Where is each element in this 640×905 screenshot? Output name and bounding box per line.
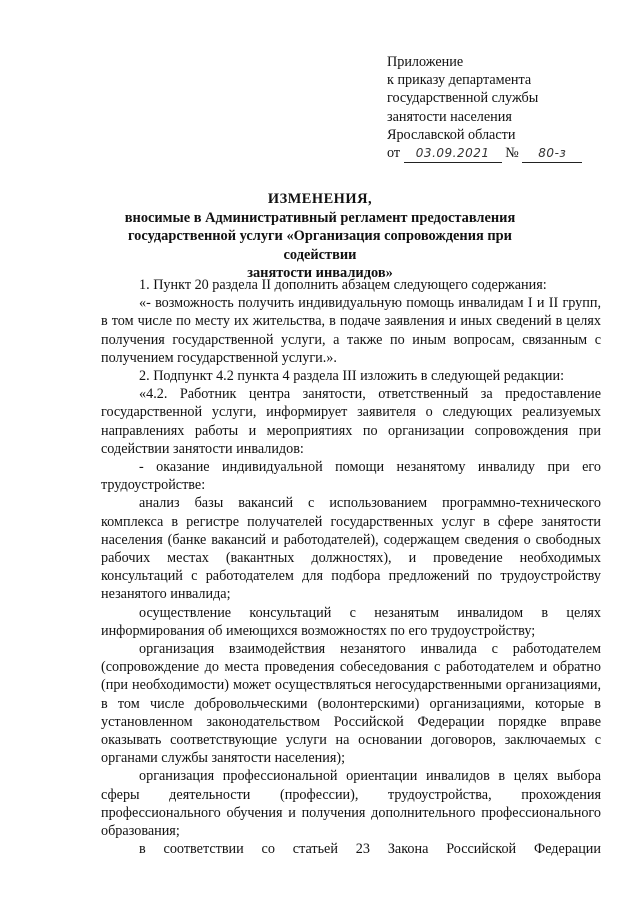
appendix-line: Приложение <box>387 54 464 70</box>
paragraph: «4.2. Работник центра занятости, ответственный за предоставление государственной услуги, информирует заявителя о следующих реализуемых направлениях работы и мероприятиях по организации сопровождения при содействии занятости инвалидов: <box>101 386 601 457</box>
document-body <box>101 276 601 859</box>
appendix-line: к приказу департамента <box>387 72 532 89</box>
order-number-handwritten: 80-з <box>522 144 582 163</box>
title-subline: занятости инвалидов» <box>247 265 393 282</box>
paragraph: «- возможность получить индивидуальную помощь инвалидам I и II групп, в том числе по месту их жительства, в подаче заявления и иных сведений в целях получения государственной услуги, а также по иным вопросам, связанным с получением государственной услуги.». <box>101 295 601 366</box>
date-prefix: от <box>387 145 401 162</box>
paragraph: 2. Подпункт 4.2 пункта 4 раздела III изложить в следующей редакции: <box>139 368 565 385</box>
paragraph: организация взаимодействия незанятого инвалида с работодателем (сопровождение до места проведения собеседования с работодателем и обратно (при необходимости) может осуществляться негосударственными организациями, в том числе добровольческими (волонтерскими) организациями, которые в установленном законодательством Российской Федерации порядке вправе оказывать соответствующие услуги на основании договоров, заключаемых с органами службы занятости населения); <box>101 641 601 767</box>
order-date-handwritten: 03.09.2021 <box>404 144 502 163</box>
title-main: ИЗМЕНЕНИЯ, <box>267 191 373 207</box>
paragraph: в соответствии со статьей 23 Закона Российской Федерации <box>139 841 601 858</box>
title-subline: государственной услуги «Организация сопровождения при содействии <box>128 228 512 263</box>
appendix-line: государственной службы <box>387 90 539 107</box>
appendix-header <box>387 53 607 163</box>
appendix-line: занятости населения <box>387 108 512 125</box>
paragraph: осуществление консультаций с незанятым инвалидом в целях информирования об имеющихся возможностях по его трудоустройству; <box>101 604 601 639</box>
paragraph: - оказание индивидуальной помощи незанятому инвалиду при его трудоустройстве: <box>101 459 601 494</box>
order-date-number-row <box>387 144 607 163</box>
paragraph: анализ базы вакансий с использованием программно-технического комплекса в регистре получателей государственных услуг в сфере занятости населения (банке вакансий и работодателей), содержащем сведения о свободных рабочих местах (вакантных должностях), и проведение необходимых консультаций с работодателем для подбора предложений по трудоустройству незанятого инвалида; <box>101 495 601 603</box>
title-subline: вносимые в Административный регламент предоставления <box>124 209 516 226</box>
document-title <box>100 190 540 283</box>
paragraph: организация профессиональной ориентации инвалидов в целях выбора сферы деятельности (профессии), трудоустройства, прохождения профессионального обучения и получения дополнительного профессионального образования; <box>101 768 601 840</box>
paragraph: 1. Пункт 20 раздела II дополнить абзацем следующего содержания: <box>139 277 547 293</box>
number-prefix: № <box>505 145 519 162</box>
appendix-line: Ярославской области <box>387 126 516 143</box>
